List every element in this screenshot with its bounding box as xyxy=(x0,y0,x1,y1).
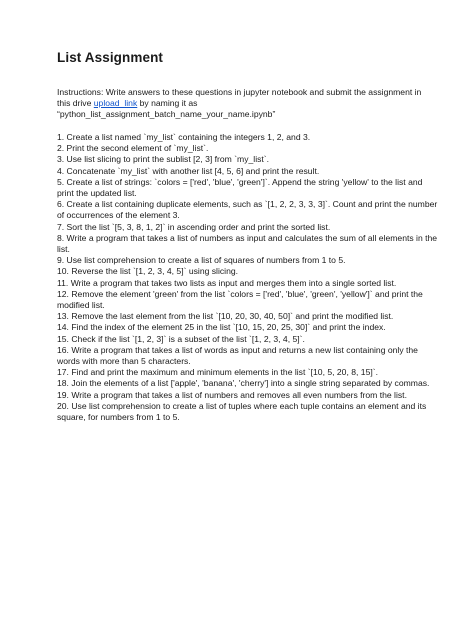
list-item: 12. Remove the element 'green' from the list `colors = ['red', 'blue', 'green', 'yellow']` and print the modified list. xyxy=(57,288,423,311)
list-item: 4. Concatenate `my_list` with another list [4, 5, 6] and print the result. xyxy=(57,165,320,176)
list-item: 5. Create a list of strings: `colors = ['red', 'blue', 'green']`. Append the string 'yellow' to the list and print the updated list. xyxy=(57,176,423,199)
list-item: 19. Write a program that takes a list of numbers and removes all even numbers from the list. xyxy=(57,389,407,400)
list-item: 8. Write a program that takes a list of numbers as input and calculates the sum of all elements in the list. xyxy=(57,232,438,255)
list-item: 9. Use list comprehension to create a list of squares of numbers from 1 to 5. xyxy=(57,255,346,266)
list-item: 2. Print the second element of `my_list`. xyxy=(57,143,209,154)
instructions-suffix: by naming it as xyxy=(137,97,198,108)
list-item: 7. Sort the list `[5, 3, 8, 1, 2]` in ascending order and print the sorted list. xyxy=(57,221,331,232)
instructions-filename: “python_list_assignment_batch_name_your_name.ipynb” xyxy=(57,109,276,119)
list-item: 20. Use list comprehension to create a list of tuples where each tuple contains an element and its square, for numbers from 1 to 5. xyxy=(57,400,427,423)
page-title: List Assignment xyxy=(57,50,164,65)
list-item: 16. Write a program that takes a list of words as input and returns a new list containing only the words with more than 5 characters. xyxy=(57,344,418,367)
instructions-paragraph xyxy=(57,87,437,121)
list-item: 6. Create a list containing duplicate elements, such as `[1, 2, 2, 3, 3, 3]`. Count and print the number of occurrences of the element 3. xyxy=(57,199,438,221)
list-item: 10. Reverse the list `[1, 2, 3, 4, 5]` using slicing. xyxy=(57,266,239,277)
list-item: 14. Find the index of the element 25 in the list `[10, 15, 20, 25, 30]` and print the index. xyxy=(57,322,386,333)
list-item: 13. Remove the last element from the list `[10, 20, 30, 40, 50]` and print the modified list. xyxy=(57,311,394,322)
list-item: 11. Write a program that takes two lists as input and merges them into a single sorted list. xyxy=(57,277,397,288)
instructions-text: Instructions: Write answers to these questions in jupyter notebook and submit the assignment in this drive xyxy=(57,86,422,108)
list-item: 3. Use list slicing to print the sublist [2, 3] from `my_list`. xyxy=(57,154,270,165)
upload-link[interactable]: upload_link xyxy=(93,97,138,108)
list-item: 15. Check if the list `[1, 2, 3]` is a subset of the list `[1, 2, 3, 4, 5]`. xyxy=(57,333,305,344)
list-item: 1. Create a list named `my_list` containing the integers 1, 2, and 3. xyxy=(57,132,311,142)
list-item: 17. Find and print the maximum and minimum elements in the list `[10, 5, 20, 8, 15]`. xyxy=(57,367,378,378)
question-list xyxy=(57,132,441,423)
list-item: 18. Join the elements of a list ['apple', 'banana', 'cherry'] into a single string separated by commas. xyxy=(57,378,430,389)
